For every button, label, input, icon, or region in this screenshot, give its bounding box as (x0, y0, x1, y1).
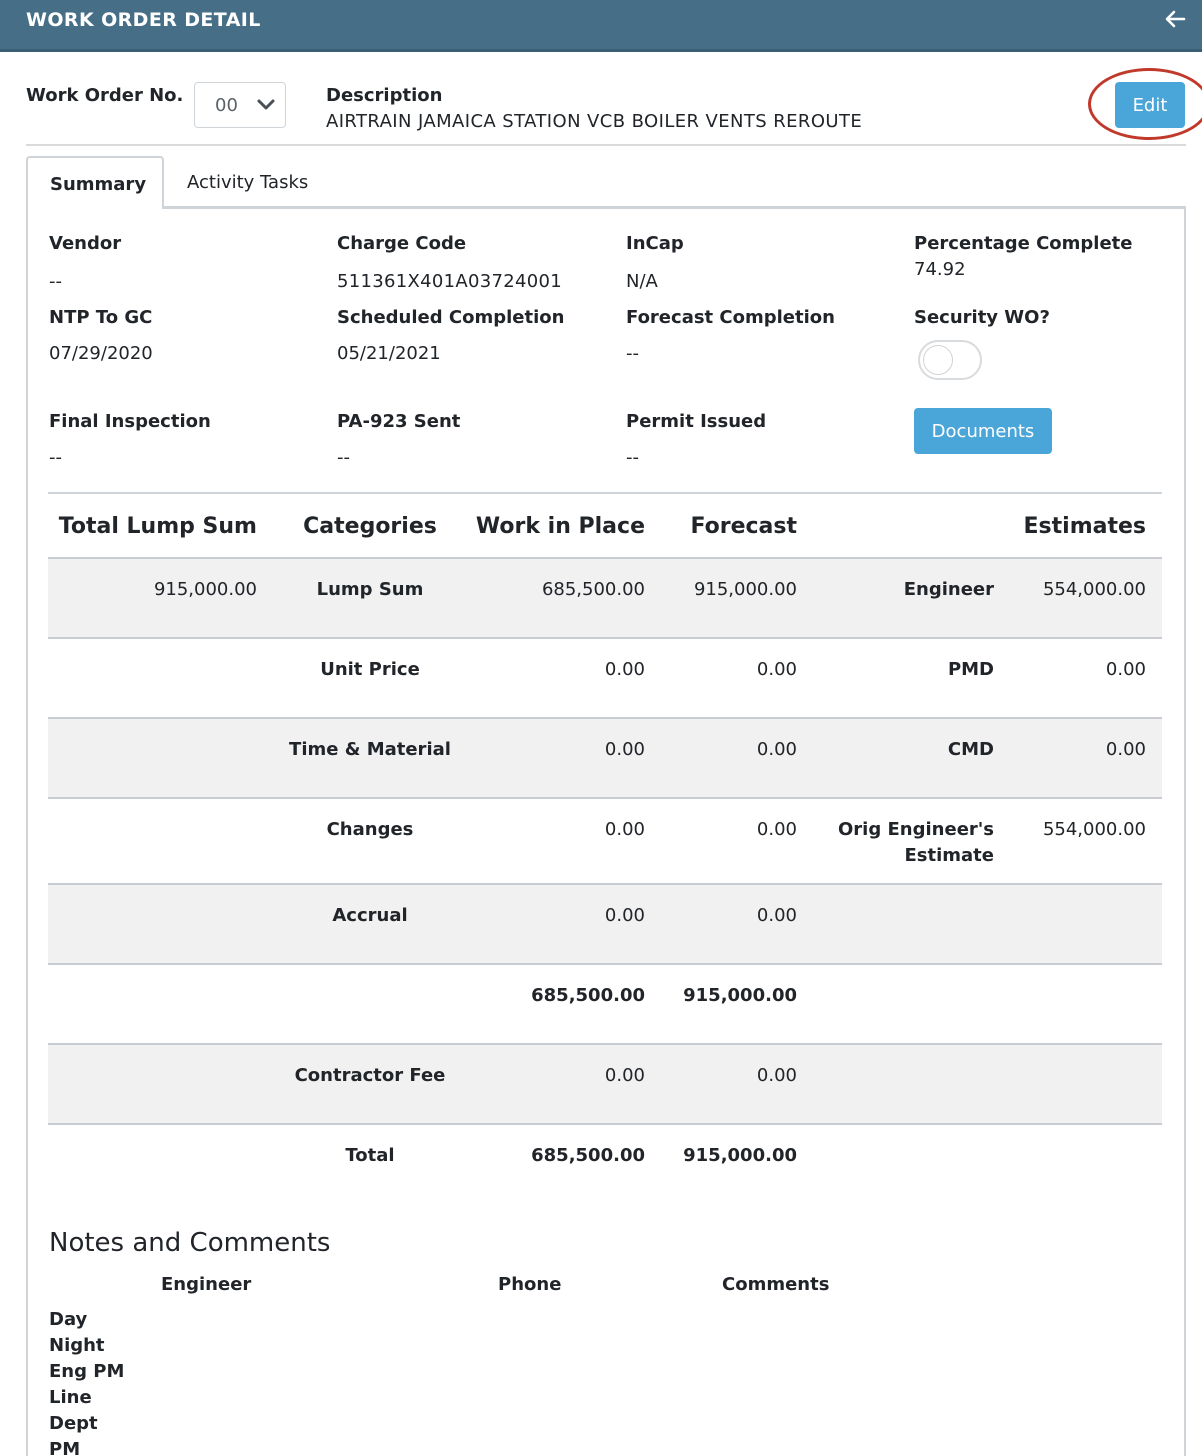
notes-row-label: Day (49, 1309, 88, 1330)
header-forecast: Forecast (690, 514, 797, 539)
percentage-complete-value: 74.92 (914, 259, 966, 280)
security-wo-toggle[interactable] (918, 340, 982, 380)
pa923-sent-value: -- (337, 447, 350, 468)
table-row (48, 639, 1162, 719)
tab-activity-tasks[interactable] (164, 156, 344, 207)
forecast-cell: 0.00 (756, 1065, 797, 1086)
forecast-cell: 0.00 (756, 905, 797, 926)
category-cell: Unit Price (320, 659, 420, 680)
estimate-label-cell: Estimate (904, 845, 994, 866)
page-title: WORK ORDER DETAIL (26, 9, 261, 31)
toggle-knob (923, 345, 953, 375)
permit-issued-value: -- (626, 447, 639, 468)
description-label: Description (326, 85, 443, 106)
divider (48, 492, 1162, 494)
permit-issued-label: Permit Issued (626, 411, 767, 432)
tab-summary-label: Summary (50, 174, 147, 195)
forecast-cell: 0.00 (756, 739, 797, 760)
header-categories: Categories (303, 514, 437, 539)
scheduled-completion-label: Scheduled Completion (337, 307, 565, 328)
table-row (48, 719, 1162, 799)
table-row (48, 559, 1162, 639)
notes-header-engineer: Engineer (161, 1274, 252, 1295)
tab-bar (26, 156, 1186, 209)
scheduled-completion-value: 05/21/2021 (337, 343, 441, 364)
work-in-place-total-cell: 685,500.00 (531, 1145, 645, 1166)
table-row-total (48, 1125, 1162, 1195)
ntp-to-gc-label: NTP To GC (49, 307, 153, 328)
documents-button[interactable]: Documents (914, 408, 1052, 454)
category-cell: Lump Sum (316, 579, 424, 600)
incap-label: InCap (626, 233, 684, 254)
estimate-label-cell: PMD (947, 659, 994, 680)
total-label-cell: Total (345, 1145, 395, 1166)
estimate-label-cell: CMD (947, 739, 994, 760)
lump-sum-total-cell: 915,000.00 (153, 579, 257, 600)
final-inspection-label: Final Inspection (49, 411, 211, 432)
forecast-subtotal-cell: 915,000.00 (683, 985, 797, 1006)
table-row (48, 965, 1162, 1045)
work-in-place-cell: 0.00 (604, 905, 645, 926)
vendor-value: -- (49, 271, 62, 292)
header-estimates: Estimates (1023, 514, 1146, 539)
forecast-completion-label: Forecast Completion (626, 307, 835, 328)
estimate-label-cell: Orig Engineer's (838, 819, 994, 840)
security-wo-label: Security WO? (914, 307, 1050, 328)
notes-header-phone: Phone (498, 1274, 562, 1295)
divider (26, 144, 1186, 146)
pa923-sent-label: PA-923 Sent (337, 411, 461, 432)
work-in-place-cell: 685,500.00 (541, 579, 645, 600)
notes-row-label: Dept (49, 1413, 98, 1434)
forecast-cell: 0.00 (756, 819, 797, 840)
category-cell: Accrual (332, 905, 408, 926)
edit-button[interactable]: Edit (1115, 82, 1185, 128)
ntp-to-gc-value: 07/29/2020 (49, 343, 153, 364)
work-order-select-value: 00 (215, 95, 238, 116)
work-order-no-label: Work Order No. (26, 85, 184, 106)
tab-summary[interactable] (26, 156, 164, 209)
category-cell: Time & Material (289, 739, 451, 760)
description-value: AIRTRAIN JAMAICA STATION VCB BOILER VENTS REROUTE (326, 111, 863, 132)
notes-title: Notes and Comments (49, 1228, 331, 1258)
arrow-left-icon[interactable] (1164, 8, 1186, 30)
category-cell: Contractor Fee (294, 1065, 446, 1086)
forecast-completion-value: -- (626, 343, 639, 364)
table-row (48, 885, 1162, 965)
estimate-value-cell: 554,000.00 (1042, 819, 1146, 840)
work-in-place-cell: 0.00 (604, 659, 645, 680)
header-work-in-place: Work in Place (475, 514, 645, 539)
notes-row-label: Line (49, 1387, 92, 1408)
header-total-lump-sum: Total Lump Sum (58, 514, 257, 539)
notes-header-comments: Comments (722, 1274, 830, 1295)
table-row (48, 799, 1162, 885)
estimate-value-cell: 0.00 (1105, 739, 1146, 760)
work-in-place-subtotal-cell: 685,500.00 (531, 985, 645, 1006)
charge-code-label: Charge Code (337, 233, 467, 254)
notes-row-label: Night (49, 1335, 105, 1356)
percentage-complete-label: Percentage Complete (914, 233, 1133, 254)
estimate-value-cell: 0.00 (1105, 659, 1146, 680)
final-inspection-value: -- (49, 447, 62, 468)
notes-row-label: Eng PM (49, 1361, 125, 1382)
table-row (48, 1045, 1162, 1125)
estimate-value-cell: 554,000.00 (1042, 579, 1146, 600)
work-in-place-cell: 0.00 (604, 819, 645, 840)
notes-row-label: PM (49, 1439, 81, 1456)
forecast-cell: 915,000.00 (693, 579, 797, 600)
top-bar (0, 0, 1202, 52)
estimate-label-cell: Engineer (903, 579, 994, 600)
forecast-total-cell: 915,000.00 (683, 1145, 797, 1166)
incap-value: N/A (626, 271, 658, 292)
work-in-place-cell: 0.00 (604, 739, 645, 760)
category-cell: Changes (326, 819, 414, 840)
chevron-down-icon (257, 96, 275, 114)
tab-activity-tasks-label: Activity Tasks (187, 172, 309, 193)
work-in-place-cell: 0.00 (604, 1065, 645, 1086)
charge-code-value: 511361X401A03724001 (337, 271, 563, 292)
forecast-cell: 0.00 (756, 659, 797, 680)
vendor-label: Vendor (49, 233, 122, 254)
work-order-select[interactable] (194, 82, 286, 128)
